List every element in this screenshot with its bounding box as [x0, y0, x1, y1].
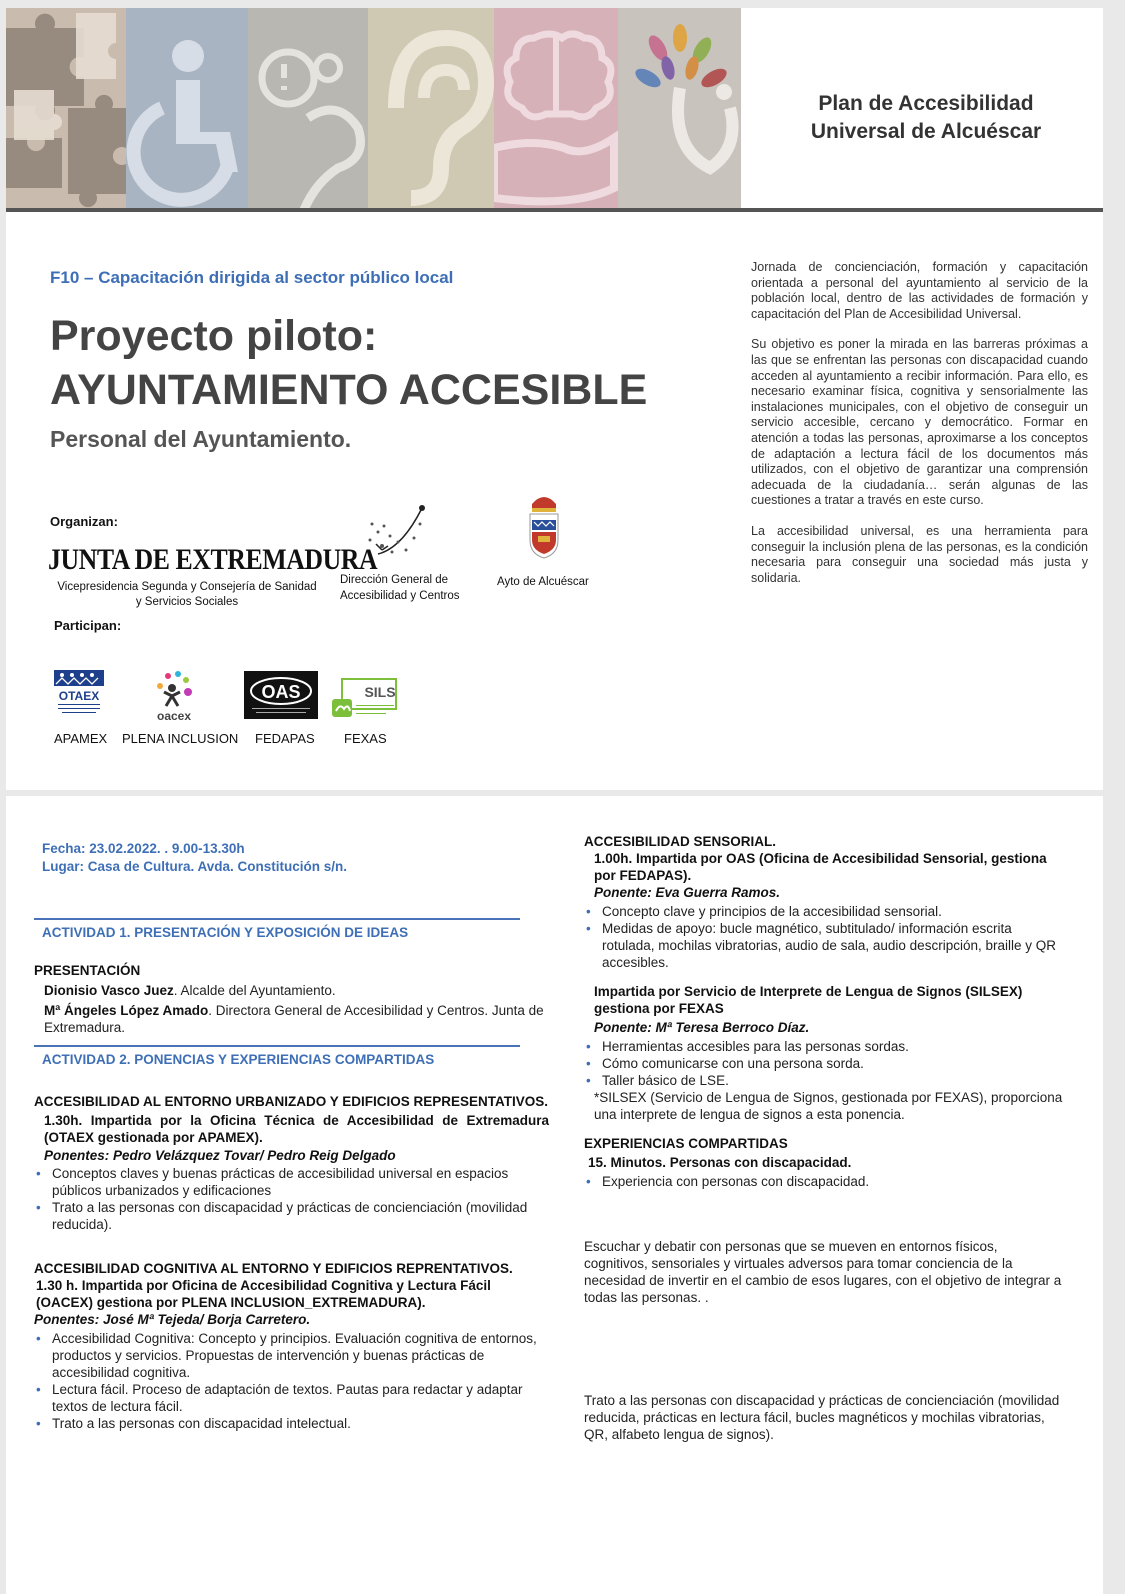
- activity-2-heading: ACTIVIDAD 2. PONENCIAS Y EXPERIENCIAS COMPARTIDAS: [42, 1052, 435, 1067]
- urban-topics-list: [34, 1165, 549, 1233]
- list-item: • Trato a las personas con discapacidad intelectual.: [36, 1416, 351, 1431]
- presenter-name: Mª Ángeles López Amado: [44, 1003, 209, 1018]
- oas-logo-text: OAS: [261, 682, 301, 702]
- organizan-label: Organizan:: [50, 514, 118, 529]
- sign-language-topics-list: [584, 1038, 1064, 1089]
- cognitive-subheading: 1.30 h. Impartida por Oficina de Accesibilidad Cognitiva y Lectura Fácil (OACEX) gestiona por PLENA INCLUSION_EXTREMADURA).: [36, 1278, 491, 1310]
- caption-line: Accesibilidad y Centros: [340, 590, 460, 602]
- cognitive-speakers: Ponentes: José Mª Tejeda/ Borja Carretero.: [34, 1312, 311, 1327]
- experiences-paragraph: Escuchar y debatir con personas que se mueven en entornos físicos, cognitivos, sensoriales y virtuales adversos para tomar conciencia de la necesidad de invertir en el cambio de esos lugares, con el objetivo de integrar a todas las personas. .: [584, 1239, 1062, 1305]
- list-item: • Experiencia con personas con discapacidad.: [586, 1174, 870, 1189]
- banner-divider: [6, 208, 1103, 212]
- presenter-row: [34, 982, 549, 999]
- list-item: • Conceptos claves y buenas prácticas de accesibilidad universal en espacios públicos urbanizados y edificaciones: [36, 1166, 509, 1198]
- coat-of-arms-icon: [526, 490, 562, 562]
- puzzle-icon: [6, 8, 126, 208]
- partner-name-fedapas: FEDAPAS: [255, 731, 315, 746]
- list-item-text: Conceptos claves y buenas prácticas de accesibilidad universal en espacios públicos urbanizados y edificaciones: [52, 1166, 509, 1198]
- section-divider: [34, 1045, 520, 1047]
- intro-paragraph: Su objetivo es poner la mirada en las barreras próximas a las que se enfrentan las personas con discapacidad cuando acceden al ayuntamiento a recibir información. Para ello, es necesario examinar física, cognitiva y sensorialmente las instalaciones municipales, con el objetivo de conseguir un servicio accesible, cercano y democrático. Formar en atención a todas las personas, aproximarse a los conceptos de adaptación a lectura fácil de los documentos más utilizados, con el objetivo de garantizar una comprensión adecuada de la ciudadanía… serán algunas de las cuestiones a tratar a través en este curso.: [751, 337, 1088, 508]
- presentation-block: [34, 962, 549, 1036]
- presenter-role: . Directora General de Accesibilidad y Centros. Junta de Extremadura.: [44, 1003, 544, 1035]
- banner-title-line: Plan de Accesibilidad: [818, 92, 1034, 115]
- presenter-name: Dionisio Vasco Juez: [44, 983, 174, 998]
- ear-icon: [368, 8, 494, 208]
- ayto-caption: Ayto de Alcuéscar: [497, 576, 589, 588]
- presentation-heading: PRESENTACIÓN: [34, 963, 141, 978]
- sensory-accessibility-block: [584, 833, 1064, 1190]
- list-item-text: Trato a las personas con discapacidad intelectual.: [52, 1416, 351, 1431]
- junta-subtitle: Vicepresidencia Segunda y Consejería de Sanidad y Servicios Sociales: [57, 581, 317, 608]
- list-item: • Herramientas accesibles para las personas sordas.: [586, 1039, 909, 1054]
- sensory-topics-list: [584, 903, 1064, 971]
- sign-language-note: *SILSEX (Servicio de Lengua de Signos, gestionada por FEXAS), proporciona una interprete de lengua de signos a esta ponencia.: [594, 1090, 1063, 1122]
- experiences-subheading: 15. Minutos. Personas con discapacidad.: [588, 1155, 852, 1170]
- sensory-speaker: Ponente: Eva Guerra Ramos.: [594, 885, 781, 900]
- header-banner: [6, 8, 1103, 208]
- sign-language-subheading: Impartida por Servicio de Interprete de Lengua de Signos (SILSEX) gestiona por FEXAS: [594, 984, 1023, 1016]
- page-one: [6, 8, 1103, 790]
- list-item-text: Herramientas accesibles para las personas sordas.: [602, 1039, 909, 1054]
- urban-heading: ACCESIBILIDAD AL ENTORNO URBANIZADO Y EDIFICIOS REPRESENTATIVOS.: [34, 1094, 549, 1109]
- sensory-heading: ACCESIBILIDAD SENSORIAL.: [584, 834, 777, 849]
- list-item-text: Concepto clave y principios de la accesibilidad sensorial.: [602, 904, 942, 919]
- list-item: • Cómo comunicarse con una persona sorda.: [586, 1056, 864, 1071]
- oas-logo-icon: [244, 671, 318, 719]
- urban-speakers: Ponentes: Pedro Velázquez Tovar/ Pedro Reig Delgado: [44, 1148, 396, 1163]
- partner-name-fexas: FEXAS: [344, 731, 387, 746]
- page-subtitle: Personal del Ayuntamiento.: [50, 426, 352, 452]
- urban-accessibility-block: [34, 1093, 549, 1233]
- experiences-heading: EXPERIENCIAS COMPARTIDAS: [584, 1136, 788, 1151]
- page-two: [6, 796, 1103, 1594]
- list-item-text: Lectura fácil. Proceso de adaptación de textos. Pautas para redactar y adaptar textos de lectura fácil.: [52, 1382, 523, 1414]
- junta-logo: JUNTA DE EXTREMADURA: [48, 543, 378, 576]
- partner-name-plena-inclusion: PLENA INCLUSION: [122, 731, 239, 746]
- list-item-text: Trato a las personas con discapacidad y prácticas de concienciación (movilidad reducida).: [52, 1200, 528, 1232]
- list-item: • Accesibilidad Cognitiva: Concepto y principios. Evaluación cognitiva de entornos, productos y servicios. Propuestas de intervención y buenas prácticas de accesibilidad cognitiva.: [36, 1331, 537, 1380]
- event-date: Fecha: 23.02.2022. . 9.00-13.30h: [42, 841, 245, 856]
- oacex-logo-text: oacex: [156, 709, 192, 723]
- page-title-line2: AYUNTAMIENTO ACCESIBLE: [50, 366, 648, 414]
- event-place: Lugar: Casa de Cultura. Avda. Constitución s/n.: [42, 859, 348, 874]
- experiences-list: [584, 1173, 1064, 1190]
- direccion-general-caption: [340, 572, 460, 604]
- accessibility-constellation-icon: [362, 502, 426, 562]
- intro-paragraph: La accesibilidad universal, es una herramienta para conseguir la inclusión plena de las personas, es la condición necesaria para conseguir una sociedad más justa y solidaria.: [751, 523, 1088, 585]
- list-item-text: Experiencia con personas con discapacidad.: [602, 1174, 870, 1189]
- wheelchair-icon: [126, 8, 248, 208]
- cognitive-heading: ACCESIBILIDAD COGNITIVA AL ENTORNO Y EDIFICIOS REPRENTATIVOS.: [34, 1261, 513, 1276]
- sensory-subheading: 1.00h. Impartida por OAS (Oficina de Accesibilidad Sensorial, gestiona por FEDAPAS).: [594, 851, 1047, 883]
- otaex-logo-icon: [52, 668, 106, 720]
- closing-paragraph: Trato a las personas con discapacidad y prácticas de concienciación (movilidad reducida, prácticas en lectura fácil, bucles magnéticos y mochilas vibratorias, QR, alfabeto lengua de signos).: [584, 1393, 1060, 1442]
- list-item-text: Cómo comunicarse con una persona sorda.: [602, 1056, 864, 1071]
- activity-1-heading: ACTIVIDAD 1. PRESENTACIÓN Y EXPOSICIÓN DE IDEAS: [42, 925, 409, 940]
- thinking-head-icon: [248, 8, 368, 208]
- event-info: [42, 840, 347, 876]
- presenter-role: . Alcalde del Ayuntamiento.: [173, 983, 336, 998]
- page-title: Proyecto piloto:: [50, 312, 378, 360]
- list-item: • Lectura fácil. Proceso de adaptación de textos. Pautas para redactar y adaptar textos de lectura fácil.: [36, 1382, 523, 1414]
- participan-label: Participan:: [54, 618, 122, 633]
- list-item-text: Accesibilidad Cognitiva: Concepto y principios. Evaluación cognitiva de entornos, productos y servicios. Propuestas de intervención y buenas prácticas de accesibilidad cognitiva.: [52, 1331, 537, 1380]
- oacex-logo-icon: [146, 668, 202, 724]
- intro-text: [751, 260, 1088, 601]
- caption-line: Dirección General de: [340, 574, 449, 586]
- otaex-logo-text: OTAEX: [58, 689, 100, 703]
- banner-title-line: Universal de Alcuéscar: [810, 120, 1042, 143]
- sign-language-speaker: Ponente: Mª Teresa Berroco Díaz.: [594, 1020, 810, 1035]
- cognitive-topics-list: [34, 1330, 549, 1432]
- brain-hand-icon: [494, 8, 618, 208]
- list-item-text: Taller básico de LSE.: [602, 1073, 729, 1088]
- tree-person-icon: [618, 8, 741, 208]
- list-item: • Taller básico de LSE.: [586, 1073, 729, 1088]
- section-kicker: F10 – Capacitación dirigida al sector público local: [50, 268, 454, 287]
- list-item-text: Medidas de apoyo: bucle magnético, subtitulado/ información escrita rotulada, mochilas vibratorias, audio de sala, audio descripción, braille y QR accesibles.: [602, 921, 1056, 970]
- banner-title: [751, 90, 1101, 146]
- urban-subheading: 1.30h. Impartida por la Oficina Técnica de Accesibilidad de Extremadura (OTAEX gestionada por APAMEX).: [44, 1113, 549, 1145]
- section-divider: [34, 918, 520, 920]
- presenter-row: [34, 1002, 549, 1036]
- partner-name-apamex: APAMEX: [54, 731, 108, 746]
- list-item: • Concepto clave y principios de la accesibilidad sensorial.: [586, 904, 942, 919]
- sils-logo-icon: [330, 675, 400, 723]
- intro-paragraph: Jornada de concienciación, formación y capacitación orientada a personal del ayuntamiento al servicio de la población local, dentro de las actividades de formación y capacitación del Plan de Accesibilidad Universal.: [751, 260, 1088, 321]
- cognitive-accessibility-block: [34, 1260, 549, 1432]
- sils-logo-text: SILS: [364, 684, 396, 700]
- list-item: • Trato a las personas con discapacidad y prácticas de concienciación (movilidad reducida).: [36, 1200, 528, 1232]
- list-item: • Medidas de apoyo: bucle magnético, subtitulado/ información escrita rotulada, mochilas vibratorias, audio de sala, audio descripción, braille y QR accesibles.: [586, 921, 1056, 970]
